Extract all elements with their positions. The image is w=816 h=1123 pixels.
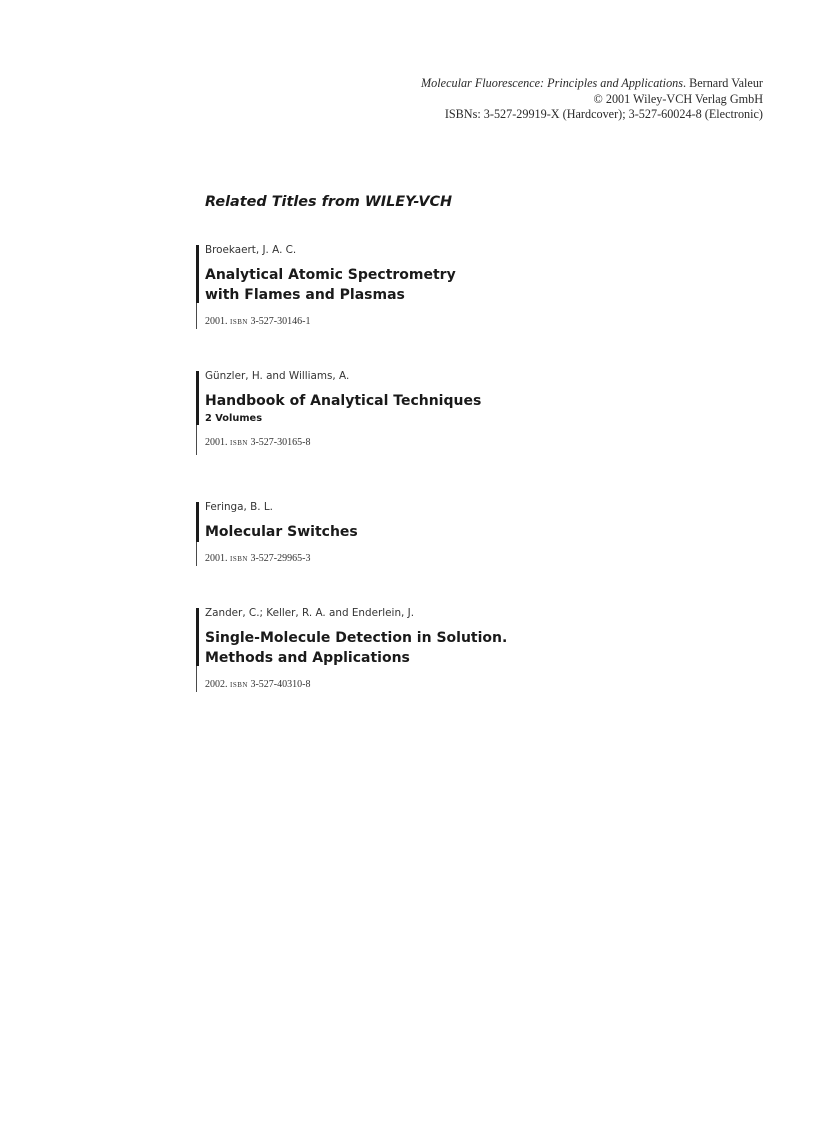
related-title-entry [205, 369, 625, 449]
entry-marker-bar [196, 502, 199, 542]
header-isbns: ISBNs: 3-527-29919-X (Hardcover); 3-527-60024-8 (Electronic) [444, 107, 763, 122]
entry-publication [205, 436, 625, 449]
entry-isbn-label: isbn [230, 553, 248, 564]
entry-marker-line [196, 425, 197, 455]
header-book-author: . Bernard Valeur [683, 76, 763, 90]
entry-marker-bar [196, 371, 199, 425]
entry-title [205, 265, 625, 305]
entry-subtitle: 2 Volumes [205, 413, 263, 424]
related-title-entry [205, 243, 625, 328]
entry-marker-line [196, 303, 197, 329]
header-copyright: © 2001 Wiley-VCH Verlag GmbH [593, 91, 763, 106]
entry-title [205, 628, 625, 668]
entry-year: 2001. [205, 553, 228, 564]
entry-title-line: Single-Molecule Detection in Solution. [205, 630, 508, 646]
page-header [421, 76, 763, 123]
entry-year: 2001. [205, 316, 228, 327]
entry-isbn-label: isbn [230, 679, 248, 690]
entry-title [205, 522, 625, 542]
entry-marker-line [196, 666, 197, 692]
entry-title-line: with Flames and Plasmas [205, 287, 405, 303]
entry-author: Zander, C.; Keller, R. A. and Enderlein, J. [205, 607, 415, 619]
entry-author: Broekaert, J. A. C. [205, 244, 297, 256]
entry-isbn: 3-527-30165-8 [250, 437, 311, 448]
entry-title-line: Molecular Switches [205, 524, 358, 540]
entry-marker-line [196, 542, 197, 566]
header-book-title: Molecular Fluorescence: Principles and Applications [421, 76, 684, 90]
section-title: Related Titles from WILEY-VCH [205, 194, 453, 210]
entry-publication [205, 315, 625, 328]
entry-title-line: Methods and Applications [205, 650, 410, 666]
entry-marker-bar [196, 245, 199, 303]
entry-isbn: 3-527-29965-3 [250, 553, 311, 564]
entry-isbn: 3-527-30146-1 [250, 316, 311, 327]
entry-publication [205, 552, 625, 565]
entry-isbn: 3-527-40310-8 [250, 679, 311, 690]
entry-author: Feringa, B. L. [205, 501, 273, 513]
entry-author: Günzler, H. and Williams, A. [205, 370, 350, 382]
entry-title-line: Analytical Atomic Spectrometry [205, 267, 456, 283]
related-title-entry [205, 606, 625, 691]
entry-isbn-label: isbn [230, 316, 248, 327]
entry-isbn-label: isbn [230, 437, 248, 448]
entry-year: 2002. [205, 679, 228, 690]
related-title-entry [205, 500, 625, 565]
entry-publication [205, 678, 625, 691]
header-book-line [421, 76, 763, 92]
entry-title [205, 391, 625, 411]
entry-year: 2001. [205, 437, 228, 448]
entry-title-line: Handbook of Analytical Techniques [205, 393, 482, 409]
entry-marker-bar [196, 608, 199, 666]
